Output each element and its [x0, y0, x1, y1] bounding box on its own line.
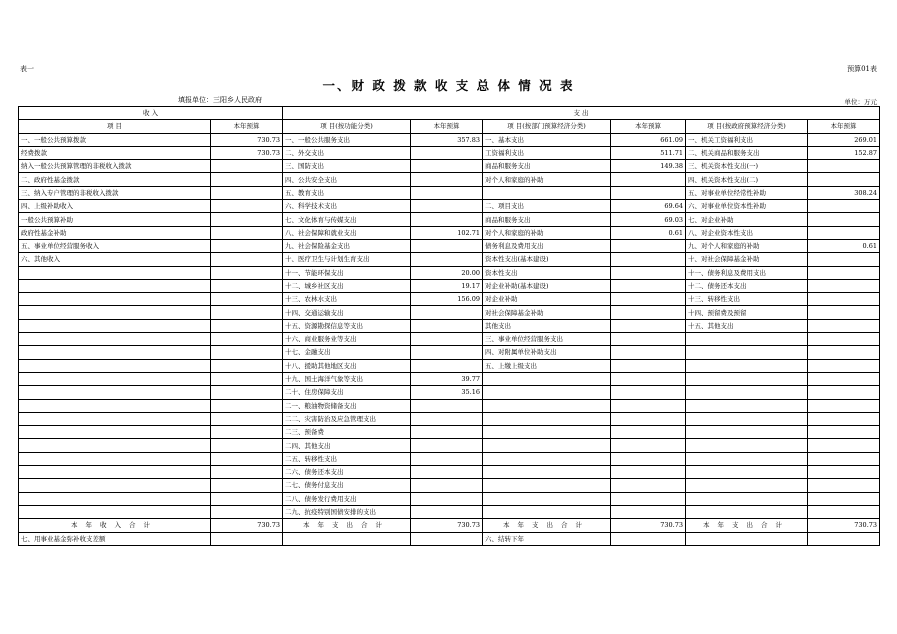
empty-cell — [283, 532, 411, 545]
income-item-cell — [19, 266, 211, 279]
income-budget-cell — [211, 173, 283, 186]
functional-item-cell: 十一、节能环保支出 — [283, 266, 411, 279]
carry-forward-label: 六、结转下年 — [483, 532, 611, 545]
functional-budget-cell — [411, 160, 483, 173]
income-item-cell — [19, 439, 211, 452]
functional-total-label: 本年支出合计 — [283, 519, 411, 532]
dept-econ-item-cell: 三、事业单位经营服务支出 — [483, 333, 611, 346]
table-row — [19, 439, 880, 452]
gov-econ-item-cell: 十五、其他支出 — [686, 319, 808, 332]
income-budget-cell — [211, 466, 283, 479]
income-budget-cell — [211, 372, 283, 385]
functional-item-cell: 二八、债务发行费用支出 — [283, 492, 411, 505]
income-item-cell: 经费拨款 — [19, 146, 211, 159]
empty-cell — [411, 532, 483, 545]
gov-econ-budget-cell — [808, 253, 880, 266]
functional-budget-cell: 35.16 — [411, 386, 483, 399]
budget-table — [18, 106, 880, 546]
dept-econ-budget-cell — [611, 466, 686, 479]
gov-econ-budget-cell — [808, 372, 880, 385]
dept-econ-budget-cell — [611, 439, 686, 452]
table-row — [19, 479, 880, 492]
income-total-label: 本年收入合计 — [19, 519, 211, 532]
gov-econ-budget-cell: 308.24 — [808, 186, 880, 199]
income-group-header: 收 入 — [19, 107, 283, 120]
functional-item-cell: 二七、债务付息支出 — [283, 479, 411, 492]
functional-total-value: 730.73 — [411, 519, 483, 532]
functional-budget-header: 本年预算 — [411, 120, 483, 133]
gov-econ-budget-cell — [808, 266, 880, 279]
dept-econ-item-cell — [483, 186, 611, 199]
table-row — [19, 266, 880, 279]
gov-econ-budget-cell — [808, 173, 880, 186]
dept-econ-total-label: 本年支出合计 — [483, 519, 611, 532]
gov-econ-budget-cell — [808, 505, 880, 518]
dept-econ-budget-cell — [611, 412, 686, 425]
income-budget-cell — [211, 399, 283, 412]
income-budget-cell — [211, 200, 283, 213]
dept-econ-item-cell — [483, 466, 611, 479]
income-budget-cell — [211, 293, 283, 306]
table-row — [19, 466, 880, 479]
functional-item-cell: 十六、商业服务业等支出 — [283, 333, 411, 346]
dept-econ-item-header: 项 目(按部门预算经济分类) — [483, 120, 611, 133]
dept-econ-budget-cell: 0.61 — [611, 226, 686, 239]
gov-econ-item-header: 项 目(按政府预算经济分类) — [686, 120, 808, 133]
gov-econ-item-cell: 九、对个人和家庭的补助 — [686, 239, 808, 252]
gov-econ-item-cell: 一、机关工资福利支出 — [686, 133, 808, 146]
table-row — [19, 226, 880, 239]
income-budget-cell — [211, 266, 283, 279]
table-row — [19, 452, 880, 465]
gov-econ-budget-cell — [808, 213, 880, 226]
income-item-cell — [19, 386, 211, 399]
income-budget-cell — [211, 346, 283, 359]
functional-budget-cell: 20.00 — [411, 266, 483, 279]
income-item-cell: 二、政府性基金拨款 — [19, 173, 211, 186]
income-item-cell — [19, 293, 211, 306]
gov-econ-item-cell — [686, 333, 808, 346]
functional-item-cell: 十、医疗卫生与计划生育支出 — [283, 253, 411, 266]
income-item-cell — [19, 333, 211, 346]
table-row — [19, 279, 880, 292]
income-item-cell: 政府性基金补助 — [19, 226, 211, 239]
functional-item-header: 项 目(按功能分类) — [283, 120, 411, 133]
empty-cell — [686, 532, 808, 545]
gov-econ-budget-cell: 0.61 — [808, 239, 880, 252]
income-item-cell — [19, 492, 211, 505]
dept-econ-item-cell — [483, 399, 611, 412]
income-item-cell: 一般公共预算补助 — [19, 213, 211, 226]
dept-econ-budget-cell — [611, 186, 686, 199]
gov-econ-budget-cell — [808, 386, 880, 399]
income-budget-cell — [211, 226, 283, 239]
income-item-cell — [19, 372, 211, 385]
gov-econ-budget-cell — [808, 319, 880, 332]
functional-item-cell: 十五、资源勘探信息等支出 — [283, 319, 411, 332]
income-budget-cell — [211, 279, 283, 292]
income-budget-cell — [211, 452, 283, 465]
income-budget-cell — [211, 319, 283, 332]
expenditure-group-header: 支 出 — [283, 107, 880, 120]
income-item-cell — [19, 306, 211, 319]
functional-budget-cell — [411, 186, 483, 199]
income-budget-cell — [211, 213, 283, 226]
gov-econ-budget-cell — [808, 399, 880, 412]
table-row — [19, 239, 880, 252]
gov-econ-item-cell: 四、机关资本性支出(二) — [686, 173, 808, 186]
gov-econ-item-cell: 十四、预留费及预留 — [686, 306, 808, 319]
table-row — [19, 426, 880, 439]
empty-cell — [808, 532, 880, 545]
table-row — [19, 412, 880, 425]
income-budget-cell — [211, 306, 283, 319]
table-row — [19, 505, 880, 518]
gov-econ-item-cell: 八、对企业资本性支出 — [686, 226, 808, 239]
dept-econ-budget-cell: 69.03 — [611, 213, 686, 226]
income-item-cell — [19, 319, 211, 332]
dept-econ-item-cell: 对企业补助(基本建设) — [483, 279, 611, 292]
table-row — [19, 293, 880, 306]
income-budget-cell — [211, 505, 283, 518]
dept-econ-item-cell: 其他支出 — [483, 319, 611, 332]
dept-econ-budget-cell: 69.64 — [611, 200, 686, 213]
functional-budget-cell — [411, 492, 483, 505]
dept-econ-item-cell — [483, 492, 611, 505]
reporting-unit: 填报单位：三阳乡人民政府 — [178, 96, 262, 104]
income-budget-cell — [211, 253, 283, 266]
dept-econ-item-cell: 对个人和家庭的补助 — [483, 173, 611, 186]
functional-item-cell: 十三、农林水支出 — [283, 293, 411, 306]
gov-econ-budget-cell — [808, 306, 880, 319]
dept-econ-budget-cell: 511.71 — [611, 146, 686, 159]
income-item-cell: 一、一般公共预算拨款 — [19, 133, 211, 146]
functional-budget-cell — [411, 319, 483, 332]
functional-budget-cell — [411, 213, 483, 226]
dept-econ-item-cell — [483, 412, 611, 425]
income-budget-header: 本年预算 — [211, 120, 283, 133]
gov-econ-item-cell: 六、对事业单位资本性补助 — [686, 200, 808, 213]
gov-econ-item-cell — [686, 479, 808, 492]
gov-econ-item-cell — [686, 466, 808, 479]
gov-econ-item-cell — [686, 439, 808, 452]
dept-econ-budget-cell — [611, 306, 686, 319]
income-budget-cell — [211, 386, 283, 399]
gov-econ-budget-cell — [808, 426, 880, 439]
functional-item-cell: 二九、抗疫特别国债安排的支出 — [283, 505, 411, 518]
functional-budget-cell — [411, 239, 483, 252]
gov-econ-item-cell: 十二、债务还本支出 — [686, 279, 808, 292]
gov-econ-total-label: 本年支出合计 — [686, 519, 808, 532]
dept-econ-item-cell: 对个人和家庭的补助 — [483, 226, 611, 239]
table-row — [19, 492, 880, 505]
dept-econ-budget-cell — [611, 279, 686, 292]
gov-econ-budget-cell — [808, 439, 880, 452]
functional-budget-cell — [411, 399, 483, 412]
dept-econ-item-cell — [483, 439, 611, 452]
dept-econ-budget-cell: 661.09 — [611, 133, 686, 146]
dept-econ-budget-cell — [611, 253, 686, 266]
functional-budget-cell — [411, 412, 483, 425]
income-item-cell — [19, 279, 211, 292]
dept-econ-item-cell — [483, 426, 611, 439]
income-item-cell: 六、其他收入 — [19, 253, 211, 266]
currency-unit: 单位：万元 — [844, 98, 877, 106]
functional-budget-cell: 357.83 — [411, 133, 483, 146]
functional-budget-cell — [411, 173, 483, 186]
gov-econ-budget-cell — [808, 200, 880, 213]
table-row — [19, 200, 880, 213]
functional-item-cell: 九、社会保险基金支出 — [283, 239, 411, 252]
gov-econ-item-cell — [686, 452, 808, 465]
empty-cell — [211, 532, 283, 545]
income-budget-cell — [211, 412, 283, 425]
gov-econ-budget-cell: 152.87 — [808, 146, 880, 159]
income-item-cell — [19, 399, 211, 412]
income-item-cell — [19, 359, 211, 372]
income-item-header: 项 目 — [19, 120, 211, 133]
gov-econ-budget-cell — [808, 479, 880, 492]
gov-econ-budget-cell — [808, 346, 880, 359]
gov-econ-item-cell: 七、对企业补助 — [686, 213, 808, 226]
dept-econ-budget-cell — [611, 452, 686, 465]
dept-econ-item-cell: 四、对附属单位补助支出 — [483, 346, 611, 359]
dept-econ-item-cell — [483, 505, 611, 518]
gov-econ-budget-cell — [808, 333, 880, 346]
dept-econ-item-cell: 商品和服务支出 — [483, 160, 611, 173]
gov-econ-item-cell — [686, 386, 808, 399]
table-row — [19, 213, 880, 226]
dept-econ-budget-cell — [611, 386, 686, 399]
income-item-cell: 四、上级补助收入 — [19, 200, 211, 213]
income-item-cell — [19, 412, 211, 425]
gov-econ-item-cell: 十、对社会保障基金补助 — [686, 253, 808, 266]
functional-item-cell: 十四、交通运输支出 — [283, 306, 411, 319]
functional-item-cell: 三、国防支出 — [283, 160, 411, 173]
functional-item-cell: 四、公共安全支出 — [283, 173, 411, 186]
group-header-row — [19, 107, 880, 120]
functional-item-cell: 七、文化体育与传媒支出 — [283, 213, 411, 226]
income-budget-cell — [211, 439, 283, 452]
dept-econ-budget-cell — [611, 239, 686, 252]
gov-econ-item-cell — [686, 372, 808, 385]
dept-econ-budget-cell — [611, 399, 686, 412]
functional-item-cell: 二六、债务还本支出 — [283, 466, 411, 479]
form-number: 表一 — [20, 65, 34, 73]
functional-item-cell: 十七、金融支出 — [283, 346, 411, 359]
income-budget-cell — [211, 492, 283, 505]
gov-econ-budget-cell — [808, 452, 880, 465]
functional-item-cell: 一、一般公共服务支出 — [283, 133, 411, 146]
dept-econ-budget-cell — [611, 492, 686, 505]
functional-budget-cell — [411, 306, 483, 319]
income-budget-cell: 730.73 — [211, 133, 283, 146]
income-item-cell — [19, 426, 211, 439]
income-budget-cell — [211, 160, 283, 173]
functional-item-cell: 二一、粮油物资储备支出 — [283, 399, 411, 412]
functional-item-cell: 八、社会保障和就业支出 — [283, 226, 411, 239]
table-row — [19, 306, 880, 319]
dept-econ-item-cell: 工资福利支出 — [483, 146, 611, 159]
dept-econ-budget-cell — [611, 293, 686, 306]
dept-econ-item-cell — [483, 452, 611, 465]
column-header-row — [19, 120, 880, 133]
dept-econ-budget-cell — [611, 333, 686, 346]
functional-item-cell: 五、教育支出 — [283, 186, 411, 199]
dept-econ-item-cell: 五、上缴上级支出 — [483, 359, 611, 372]
functional-item-cell: 十九、国土海洋气象等支出 — [283, 372, 411, 385]
gov-econ-item-cell: 五、对事业单位经常性补助 — [686, 186, 808, 199]
table-row — [19, 386, 880, 399]
dept-econ-item-cell: 资本性支出 — [483, 266, 611, 279]
dept-econ-item-cell: 债务利息及费用支出 — [483, 239, 611, 252]
dept-econ-item-cell — [483, 372, 611, 385]
functional-item-cell: 六、科学技术支出 — [283, 200, 411, 213]
gov-econ-item-cell: 二、机关商品和服务支出 — [686, 146, 808, 159]
functional-budget-cell: 19.17 — [411, 279, 483, 292]
income-budget-cell — [211, 333, 283, 346]
dept-econ-item-cell: 一、基本支出 — [483, 133, 611, 146]
table-row — [19, 319, 880, 332]
table-row — [19, 372, 880, 385]
gov-econ-budget-cell — [808, 279, 880, 292]
gov-econ-budget-cell — [808, 466, 880, 479]
income-item-cell: 五、事业单位经营服务收入 — [19, 239, 211, 252]
dept-econ-budget-cell — [611, 359, 686, 372]
gov-econ-total-value: 730.73 — [808, 519, 880, 532]
functional-budget-cell: 156.09 — [411, 293, 483, 306]
income-item-cell — [19, 505, 211, 518]
functional-budget-cell — [411, 426, 483, 439]
table-row — [19, 359, 880, 372]
dept-econ-budget-cell — [611, 372, 686, 385]
income-item-cell — [19, 346, 211, 359]
gov-econ-item-cell — [686, 359, 808, 372]
table-row — [19, 399, 880, 412]
dept-econ-budget-cell — [611, 173, 686, 186]
table-row — [19, 173, 880, 186]
table-row — [19, 160, 880, 173]
income-budget-cell — [211, 479, 283, 492]
functional-item-cell: 二三、预备费 — [283, 426, 411, 439]
income-total-value: 730.73 — [211, 519, 283, 532]
functional-budget-cell — [411, 359, 483, 372]
dept-econ-budget-cell — [611, 426, 686, 439]
dept-econ-total-value: 730.73 — [611, 519, 686, 532]
gov-econ-budget-cell — [808, 359, 880, 372]
gov-econ-budget-header: 本年预算 — [808, 120, 880, 133]
functional-item-cell: 二五、转移性支出 — [283, 452, 411, 465]
gov-econ-item-cell — [686, 426, 808, 439]
dept-econ-budget-cell — [611, 505, 686, 518]
table-row — [19, 186, 880, 199]
table-row — [19, 146, 880, 159]
gov-econ-item-cell — [686, 399, 808, 412]
dept-econ-budget-cell: 149.38 — [611, 160, 686, 173]
gov-econ-item-cell — [686, 505, 808, 518]
income-budget-cell — [211, 186, 283, 199]
functional-item-cell: 二、外交支出 — [283, 146, 411, 159]
dept-econ-budget-header: 本年预算 — [611, 120, 686, 133]
dept-econ-item-cell: 对企业补助 — [483, 293, 611, 306]
income-budget-cell — [211, 426, 283, 439]
functional-budget-cell — [411, 253, 483, 266]
gov-econ-item-cell: 十一、债务利息及费用支出 — [686, 266, 808, 279]
dept-econ-item-cell — [483, 386, 611, 399]
table-row — [19, 346, 880, 359]
totals-row — [19, 519, 880, 532]
gov-econ-item-cell — [686, 346, 808, 359]
functional-budget-cell — [411, 333, 483, 346]
dept-econ-budget-cell — [611, 319, 686, 332]
functional-budget-cell: 102.71 — [411, 226, 483, 239]
functional-budget-cell — [411, 346, 483, 359]
page-title: 一、财 政 拨 款 收 支 总 体 情 况 表 — [322, 78, 575, 93]
table-row — [19, 333, 880, 346]
functional-budget-cell — [411, 466, 483, 479]
functional-budget-cell — [411, 200, 483, 213]
functional-budget-cell — [411, 452, 483, 465]
gov-econ-item-cell — [686, 492, 808, 505]
income-budget-cell: 730.73 — [211, 146, 283, 159]
functional-item-cell: 二二、灾害防治及应急管理支出 — [283, 412, 411, 425]
empty-cell — [611, 532, 686, 545]
gov-econ-item-cell: 三、机关资本性支出(一) — [686, 160, 808, 173]
functional-item-cell: 二四、其他支出 — [283, 439, 411, 452]
table-row — [19, 133, 880, 146]
gov-econ-budget-cell — [808, 492, 880, 505]
income-item-cell — [19, 479, 211, 492]
functional-budget-cell — [411, 439, 483, 452]
gov-econ-budget-cell — [808, 160, 880, 173]
gov-econ-budget-cell — [808, 226, 880, 239]
income-item-cell: 纳入一般公共预算管理的非税收入拨款 — [19, 160, 211, 173]
income-budget-cell — [211, 359, 283, 372]
income-item-cell: 三、纳入专户管理的非税收入拨款 — [19, 186, 211, 199]
form-code: 预算01表 — [847, 65, 877, 73]
functional-item-cell: 二十、住房保障支出 — [283, 386, 411, 399]
functional-budget-cell — [411, 479, 483, 492]
income-budget-cell — [211, 239, 283, 252]
balance-row — [19, 532, 880, 545]
dept-econ-item-cell: 商品和服务支出 — [483, 213, 611, 226]
functional-budget-cell: 39.77 — [411, 372, 483, 385]
income-item-cell — [19, 452, 211, 465]
gov-econ-item-cell: 十三、转移性支出 — [686, 293, 808, 306]
gov-econ-budget-cell — [808, 293, 880, 306]
dept-econ-budget-cell — [611, 346, 686, 359]
income-item-cell — [19, 466, 211, 479]
dept-econ-item-cell: 对社会保障基金补助 — [483, 306, 611, 319]
dept-econ-budget-cell — [611, 266, 686, 279]
gov-econ-item-cell — [686, 412, 808, 425]
functional-item-cell: 十八、援助其他地区支出 — [283, 359, 411, 372]
functional-budget-cell — [411, 146, 483, 159]
table-row — [19, 253, 880, 266]
gov-econ-budget-cell: 269.01 — [808, 133, 880, 146]
gov-econ-budget-cell — [808, 412, 880, 425]
functional-item-cell: 十二、城乡社区支出 — [283, 279, 411, 292]
fund-balance-label: 七、用事业基金弥补收支差额 — [19, 532, 211, 545]
dept-econ-item-cell — [483, 479, 611, 492]
dept-econ-budget-cell — [611, 479, 686, 492]
dept-econ-item-cell: 二、项目支出 — [483, 200, 611, 213]
dept-econ-item-cell: 资本性支出(基本建设) — [483, 253, 611, 266]
functional-budget-cell — [411, 505, 483, 518]
